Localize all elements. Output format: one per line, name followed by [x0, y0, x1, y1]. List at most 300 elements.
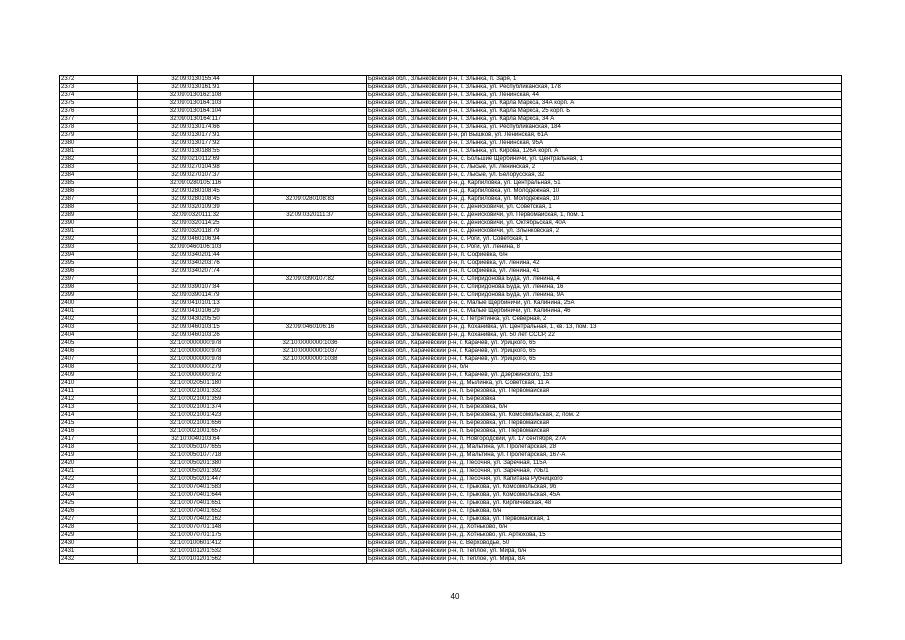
cadastral-number-cell: 32:10:0101201:562: [138, 556, 254, 564]
address-cell: Брянская обл., Карачевский р-н, д. Песочня, ул. Капитана Рубчицкого: [367, 476, 842, 484]
address-cell: Брянская обл., Карачевский р-н, д. Мальтина, ул. Пролетарская, 28: [367, 444, 842, 452]
address-cell: Брянская обл., Злынковский р-н, с. Денисковичи, ул. Первомайская, 1, пом. 1: [367, 212, 842, 220]
cadastral-number-cell: 32:10:0020501:180: [138, 380, 254, 388]
room-cadastral-number-cell: [254, 84, 367, 92]
cadastral-number-cell: 32:09:0460103:26: [138, 332, 254, 340]
table-row: [60, 76, 842, 84]
room-cadastral-number-cell: [254, 308, 367, 316]
row-number-cell: 2420: [60, 460, 138, 468]
cadastral-number-cell: 32:09:0130188:55: [138, 148, 254, 156]
cadastral-number-cell: 32:10:0050107:718: [138, 452, 254, 460]
table-row: [60, 372, 842, 380]
row-number-cell: 2410: [60, 380, 138, 388]
table-row: [60, 340, 842, 348]
row-number-cell: 2378: [60, 124, 138, 132]
cadastral-number-cell: 32:09:0390114:79: [138, 292, 254, 300]
room-cadastral-number-cell: [254, 300, 367, 308]
room-cadastral-number-cell: [254, 428, 367, 436]
table-row: [60, 444, 842, 452]
row-number-cell: 2415: [60, 420, 138, 428]
row-number-cell: 2388: [60, 204, 138, 212]
room-cadastral-number-cell: [254, 364, 367, 372]
address-cell: Брянская обл., Злынковский р-н, с. Денисковичи, ул. Советская, 1: [367, 204, 842, 212]
table-row: [60, 172, 842, 180]
room-cadastral-number-cell: [254, 76, 367, 84]
cadastral-number-cell: 32:09:0130174:66: [138, 124, 254, 132]
room-cadastral-number-cell: [254, 404, 367, 412]
address-cell: Брянская обл., Злынковский р-н, с. Петрятинка, ул. Северная, 2: [367, 316, 842, 324]
cadastral-number-cell: 32:10:0000000:978: [138, 340, 254, 348]
row-number-cell: 2425: [60, 500, 138, 508]
row-number-cell: 2399: [60, 292, 138, 300]
address-cell: Брянская обл., Карачевский р-н, г. Карачев, ул. Урицкого, 65: [367, 348, 842, 356]
room-cadastral-number-cell: [254, 220, 367, 228]
cadastral-number-cell: 32:09:0280105:116: [138, 180, 254, 188]
room-cadastral-number-cell: [254, 92, 367, 100]
row-number-cell: 2403: [60, 324, 138, 332]
room-cadastral-number-cell: [254, 100, 367, 108]
row-number-cell: 2392: [60, 236, 138, 244]
cadastral-number-cell: 32:09:0340207:74: [138, 268, 254, 276]
row-number-cell: 2397: [60, 276, 138, 284]
row-number-cell: 2400: [60, 300, 138, 308]
cadastral-number-cell: 32:10:0070401:583: [138, 484, 254, 492]
cadastral-number-cell: 32:09:0340201:44: [138, 252, 254, 260]
room-cadastral-number-cell: 32:09:0320111:37: [254, 212, 367, 220]
room-cadastral-number-cell: [254, 388, 367, 396]
address-cell: Брянская обл., Злынковский р-н, п. Софиевка, ул. Ленина, 42: [367, 260, 842, 268]
row-number-cell: 2395: [60, 260, 138, 268]
room-cadastral-number-cell: [254, 164, 367, 172]
row-number-cell: 2386: [60, 188, 138, 196]
row-number-cell: 2380: [60, 140, 138, 148]
address-cell: Брянская обл., Карачевский р-н, с. Трыкова, ул. Комсомольская, 45А: [367, 492, 842, 500]
table-row: [60, 252, 842, 260]
cadastral-number-cell: 32:10:0100601:412: [138, 540, 254, 548]
cadastral-number-cell: 32:10:0070401:652: [138, 508, 254, 516]
table-row: [60, 284, 842, 292]
cadastral-number-cell: 32:09:0270107:37: [138, 172, 254, 180]
room-cadastral-number-cell: [254, 260, 367, 268]
table-row: [60, 428, 842, 436]
room-cadastral-number-cell: [254, 516, 367, 524]
row-number-cell: 2382: [60, 156, 138, 164]
cadastral-number-cell: 32:09:0270104:98: [138, 164, 254, 172]
row-number-cell: 2428: [60, 524, 138, 532]
cadastral-number-cell: 32:09:0410101:13: [138, 300, 254, 308]
cadastral-number-cell: 32:10:0021001:332: [138, 388, 254, 396]
row-number-cell: 2396: [60, 268, 138, 276]
cadastral-number-cell: 32:09:0130161:91: [138, 84, 254, 92]
room-cadastral-number-cell: [254, 444, 367, 452]
row-number-cell: 2384: [60, 172, 138, 180]
cadastral-number-cell: 32:10:0050107:655: [138, 444, 254, 452]
room-cadastral-number-cell: [254, 156, 367, 164]
address-cell: Брянская обл., Карачевский р-н, п. Теплое, ул. Мира, 8А: [367, 556, 842, 564]
room-cadastral-number-cell: [254, 316, 367, 324]
address-cell: Брянская обл., Карачевский р-н, д. Песочня, ул. Заречная, 115А: [367, 460, 842, 468]
address-cell: Брянская обл., Злынковский р-н, с. Денисковичи, ул. Октябрьская, 40А: [367, 220, 842, 228]
row-number-cell: 2389: [60, 212, 138, 220]
page-number: 40: [450, 592, 460, 601]
cadastral-number-cell: 32:10:0101201:532: [138, 548, 254, 556]
cadastral-number-cell: 32:10:0021001:657: [138, 428, 254, 436]
address-cell: Брянская обл., Злынковский р-н, г. Злынка, ул. Ленинская, 44: [367, 92, 842, 100]
room-cadastral-number-cell: [254, 108, 367, 116]
table-row: [60, 260, 842, 268]
table-row: [60, 220, 842, 228]
address-cell: Брянская обл., Карачевский р-н, п. Теплое, ул. Мира, б/н: [367, 548, 842, 556]
table-row: [60, 308, 842, 316]
cadastral-number-cell: 32:09:0130162:108: [138, 92, 254, 100]
cadastral-number-cell: 32:09:0320111:32: [138, 212, 254, 220]
address-cell: Брянская обл., Злынковский р-н, д. Карпиловка, ул. Молодежная, 10: [367, 196, 842, 204]
cadastral-number-cell: 32:09:0320109:39: [138, 204, 254, 212]
row-number-cell: 2422: [60, 476, 138, 484]
address-cell: Брянская обл., Карачевский р-н, п. Березовка, ул. Первомайская: [367, 428, 842, 436]
room-cadastral-number-cell: [254, 372, 367, 380]
table-row: [60, 324, 842, 332]
room-cadastral-number-cell: [254, 244, 367, 252]
address-cell: Брянская обл., Злынковский р-н, г. Злынка, ул. Карла Маркса, 34А корп. А: [367, 100, 842, 108]
cadastral-number-cell: 32:10:0000000:978: [138, 356, 254, 364]
table-row: [60, 124, 842, 132]
room-cadastral-number-cell: [254, 204, 367, 212]
table-row: [60, 196, 842, 204]
room-cadastral-number-cell: [254, 500, 367, 508]
room-cadastral-number-cell: [254, 380, 367, 388]
table-row: [60, 92, 842, 100]
row-number-cell: 2391: [60, 228, 138, 236]
room-cadastral-number-cell: [254, 188, 367, 196]
table-row: [60, 476, 842, 484]
cadastral-number-cell: 32:09:0430205:50: [138, 316, 254, 324]
address-cell: Брянская обл., Карачевский р-н, д. Хотньково, б/н: [367, 524, 842, 532]
cadastral-number-cell: 32:10:0070401:651: [138, 500, 254, 508]
row-number-cell: 2413: [60, 404, 138, 412]
address-cell: Брянская обл., Злынковский р-н, с. Денисковичи, ул. Злынковская, 2: [367, 228, 842, 236]
address-cell: Брянская обл., Карачевский р-н, б/н: [367, 364, 842, 372]
room-cadastral-number-cell: [254, 452, 367, 460]
table-row: [60, 300, 842, 308]
table-row: [60, 244, 842, 252]
room-cadastral-number-cell: [254, 508, 367, 516]
row-number-cell: 2418: [60, 444, 138, 452]
cadastral-number-cell: 32:09:0460106:103: [138, 244, 254, 252]
room-cadastral-number-cell: 32:09:0280108:83: [254, 196, 367, 204]
address-cell: Брянская обл., Карачевский р-н, п. Новгородский, ул. 17 сентября, 27А: [367, 436, 842, 444]
cadastral-number-cell: 32:10:0000000:978: [138, 348, 254, 356]
room-cadastral-number-cell: [254, 132, 367, 140]
table-row: [60, 268, 842, 276]
address-cell: Брянская обл., Злынковский р-н, п. Софиевка, ул. Ленина, 41: [367, 268, 842, 276]
cadastral-number-cell: 32:10:0021001:374: [138, 404, 254, 412]
row-number-cell: 2431: [60, 548, 138, 556]
table-row: [60, 204, 842, 212]
table-row: [60, 156, 842, 164]
table-row: [60, 236, 842, 244]
table-row: [60, 452, 842, 460]
table-row: [60, 116, 842, 124]
address-cell: Брянская обл., Злынковский р-н, д. Коханивка, ул. 50 лет СССР, 22: [367, 332, 842, 340]
room-cadastral-number-cell: [254, 116, 367, 124]
address-cell: Брянская обл., Злынковский р-н, с. Лысые, ул. Ленинская, 2: [367, 164, 842, 172]
row-number-cell: 2404: [60, 332, 138, 340]
row-number-cell: 2430: [60, 540, 138, 548]
table-row: [60, 404, 842, 412]
cadastral-number-cell: 32:09:0130164:103: [138, 100, 254, 108]
room-cadastral-number-cell: 32:10:0000000:1036: [254, 340, 367, 348]
address-cell: Брянская обл., Карачевский р-н, п. Березовка, ул. Первомайская: [367, 388, 842, 396]
address-cell: Брянская обл., Злынковский р-н, с. Спиридонова Буда, ул. Ленина, 4: [367, 276, 842, 284]
table-row: [60, 468, 842, 476]
table-row: [60, 380, 842, 388]
address-cell: Брянская обл., Злынковский р-н, рп Вышков, ул. Ленинская, 61А: [367, 132, 842, 140]
row-number-cell: 2375: [60, 100, 138, 108]
cadastral-number-cell: 32:09:0460106:94: [138, 236, 254, 244]
cadastral-number-cell: 32:09:0340203:76: [138, 260, 254, 268]
table-row: [60, 508, 842, 516]
row-number-cell: 2377: [60, 116, 138, 124]
row-number-cell: 2372: [60, 76, 138, 84]
table-row: [60, 188, 842, 196]
row-number-cell: 2374: [60, 92, 138, 100]
cadastral-number-cell: 32:10:0050201:392: [138, 468, 254, 476]
row-number-cell: 2419: [60, 452, 138, 460]
cadastral-number-cell: 32:09:0130177:91: [138, 132, 254, 140]
registry-table: [59, 75, 842, 564]
cadastral-number-cell: [138, 276, 254, 284]
address-cell: Брянская обл., Карачевский р-н, с. Трыкова, ул. Комсомольская, 9б: [367, 484, 842, 492]
registry-table-body: [60, 76, 842, 564]
room-cadastral-number-cell: [254, 268, 367, 276]
address-cell: Брянская обл., Карачевский р-н, п. Березовка: [367, 396, 842, 404]
table-row: [60, 276, 842, 284]
room-cadastral-number-cell: [254, 460, 367, 468]
table-row: [60, 348, 842, 356]
room-cadastral-number-cell: [254, 556, 367, 564]
cadastral-number-cell: 32:10:0021001:359: [138, 396, 254, 404]
address-cell: Брянская обл., Злынковский р-н, д. Карпиловка, ул. Центральная, 51: [367, 180, 842, 188]
room-cadastral-number-cell: [254, 292, 367, 300]
row-number-cell: 2394: [60, 252, 138, 260]
room-cadastral-number-cell: [254, 476, 367, 484]
row-number-cell: 2402: [60, 316, 138, 324]
address-cell: Брянская обл., Злынковский р-н, г. Злынка, ул. Карла Маркса, 34 А: [367, 116, 842, 124]
cadastral-number-cell: 32:10:0000000:279: [138, 364, 254, 372]
row-number-cell: 2401: [60, 308, 138, 316]
row-number-cell: 2390: [60, 220, 138, 228]
room-cadastral-number-cell: [254, 540, 367, 548]
table-row: [60, 140, 842, 148]
room-cadastral-number-cell: [254, 396, 367, 404]
table-row: [60, 228, 842, 236]
row-number-cell: 2383: [60, 164, 138, 172]
address-cell: Брянская обл., Злынковский р-н, с. Большие Щербиничи, ул. Центральная, 1: [367, 156, 842, 164]
address-cell: Брянская обл., Карачевский р-н, с. Трыкова, ул. Кирпичевская, 48: [367, 500, 842, 508]
row-number-cell: 2387: [60, 196, 138, 204]
room-cadastral-number-cell: [254, 492, 367, 500]
cadastral-number-cell: 32:09:0320118:79: [138, 228, 254, 236]
cadastral-number-cell: 32:09:0130164:104: [138, 108, 254, 116]
room-cadastral-number-cell: [254, 236, 367, 244]
table-row: [60, 364, 842, 372]
address-cell: Брянская обл., Карачевский р-н, г. Карачев, ул. Урицкого, 65: [367, 356, 842, 364]
address-cell: Брянская обл., Злынковский р-н, д. Карпиловка, ул. Молодежная, 10: [367, 188, 842, 196]
table-row: [60, 500, 842, 508]
table-row: [60, 132, 842, 140]
row-number-cell: 2429: [60, 532, 138, 540]
row-number-cell: 2376: [60, 108, 138, 116]
table-row: [60, 292, 842, 300]
room-cadastral-number-cell: 32:10:0000000:1037: [254, 348, 367, 356]
row-number-cell: 2405: [60, 340, 138, 348]
row-number-cell: 2416: [60, 428, 138, 436]
room-cadastral-number-cell: [254, 180, 367, 188]
cadastral-number-cell: 32:09:0280108:45: [138, 196, 254, 204]
room-cadastral-number-cell: 32:09:0390107:82: [254, 276, 367, 284]
cadastral-number-cell: 32:09:0460103:15: [138, 324, 254, 332]
cadastral-number-cell: 32:10:0050201:447: [138, 476, 254, 484]
cadastral-number-cell: 32:09:0410106:29: [138, 308, 254, 316]
row-number-cell: 2427: [60, 516, 138, 524]
cadastral-number-cell: 32:09:0130177:92: [138, 140, 254, 148]
cadastral-number-cell: 32:09:0130155:44: [138, 76, 254, 84]
row-number-cell: 2373: [60, 84, 138, 92]
table-row: [60, 492, 842, 500]
table-row: [60, 148, 842, 156]
address-cell: Брянская обл., Злынковский р-н, г. Злынка, ул. Республиканская, 184: [367, 124, 842, 132]
address-cell: Брянская обл., Злынковский р-н, г. Злынка, ул. Кирова, 126А корп. А: [367, 148, 842, 156]
cadastral-number-cell: 32:09:0280108:45: [138, 188, 254, 196]
row-number-cell: 2412: [60, 396, 138, 404]
row-number-cell: 2381: [60, 148, 138, 156]
row-number-cell: 2423: [60, 484, 138, 492]
address-cell: Брянская обл., Злынковский р-н, с. Малые Щербиничи, ул. Калинина, 46: [367, 308, 842, 316]
table-row: [60, 396, 842, 404]
cadastral-number-cell: 32:09:0320114:25: [138, 220, 254, 228]
address-cell: Брянская обл., Карачевский р-н, п. Березовка, ул. Комсомольская, 2, пом. 2: [367, 412, 842, 420]
row-number-cell: 2417: [60, 436, 138, 444]
table-row: [60, 540, 842, 548]
row-number-cell: 2393: [60, 244, 138, 252]
room-cadastral-number-cell: 32:10:0000000:1038: [254, 356, 367, 364]
cadastral-number-cell: 32:10:0070401:644: [138, 492, 254, 500]
row-number-cell: 2426: [60, 508, 138, 516]
table-row: [60, 356, 842, 364]
address-cell: Брянская обл., Карачевский р-н, п. Березовка, ул. Первомайская: [367, 420, 842, 428]
address-cell: Брянская обл., Карачевский р-н, д. Мылинка, ул. Советская, 11 А: [367, 380, 842, 388]
address-cell: Брянская обл., Злынковский р-н, г. Злынка, ул. Ленинская, 95А: [367, 140, 842, 148]
table-row: [60, 436, 842, 444]
room-cadastral-number-cell: [254, 420, 367, 428]
row-number-cell: 2408: [60, 364, 138, 372]
room-cadastral-number-cell: 32:09:0460106:16: [254, 324, 367, 332]
address-cell: Брянская обл., Злынковский р-н, с. Роги, ул. Ленина, 8: [367, 244, 842, 252]
table-row: [60, 420, 842, 428]
cadastral-number-cell: 32:10:0050201:380: [138, 460, 254, 468]
room-cadastral-number-cell: [254, 468, 367, 476]
table-row: [60, 516, 842, 524]
table-row: [60, 100, 842, 108]
table-row: [60, 412, 842, 420]
row-number-cell: 2398: [60, 284, 138, 292]
table-row: [60, 316, 842, 324]
row-number-cell: 2411: [60, 388, 138, 396]
address-cell: Брянская обл., Карачевский р-н, д. Песочня, ул. Заречная, 70Б/1: [367, 468, 842, 476]
room-cadastral-number-cell: [254, 140, 367, 148]
row-number-cell: 2407: [60, 356, 138, 364]
cadastral-number-cell: 32:10:0021001:423: [138, 412, 254, 420]
address-cell: Брянская обл., Карачевский р-н, с. Трыкова, б/н: [367, 508, 842, 516]
row-number-cell: 2414: [60, 412, 138, 420]
address-cell: Брянская обл., Карачевский р-н, п. Березовка, б/н: [367, 404, 842, 412]
cadastral-number-cell: 32:09:0390107:84: [138, 284, 254, 292]
room-cadastral-number-cell: [254, 124, 367, 132]
room-cadastral-number-cell: [254, 532, 367, 540]
cadastral-number-cell: 32:09:0210112:69: [138, 156, 254, 164]
room-cadastral-number-cell: [254, 484, 367, 492]
table-row: [60, 164, 842, 172]
room-cadastral-number-cell: [254, 436, 367, 444]
row-number-cell: 2424: [60, 492, 138, 500]
address-cell: Брянская обл., Карачевский р-н, с. Трыкова, ул. Первомайская, 1: [367, 516, 842, 524]
room-cadastral-number-cell: [254, 228, 367, 236]
address-cell: Брянская обл., Карачевский р-н, г. Карачев, ул. Дзержинского, 153: [367, 372, 842, 380]
cadastral-number-cell: 32:10:0021001:656: [138, 420, 254, 428]
cadastral-number-cell: 32:09:0130164:117: [138, 116, 254, 124]
table-row: [60, 180, 842, 188]
cadastral-number-cell: 32:10:0070701:175: [138, 532, 254, 540]
address-cell: Брянская обл., Злынковский р-н, п. Софиевка, б/н: [367, 252, 842, 260]
room-cadastral-number-cell: [254, 332, 367, 340]
address-cell: Брянская обл., Злынковский р-н, г. Злынка, ул. Республиканская, 178: [367, 84, 842, 92]
row-number-cell: 2406: [60, 348, 138, 356]
row-number-cell: 2379: [60, 132, 138, 140]
row-number-cell: 2385: [60, 180, 138, 188]
table-row: [60, 484, 842, 492]
cadastral-number-cell: 32:10:0040103:64: [138, 436, 254, 444]
address-cell: Брянская обл., Злынковский р-н, г. Злынка, п. Заря, 1: [367, 76, 842, 84]
table-row: [60, 84, 842, 92]
address-cell: Брянская обл., Злынковский р-н, с. Роги, ул. Советская, 1: [367, 236, 842, 244]
address-cell: Брянская обл., Карачевский р-н, с. Верховодье, 50: [367, 540, 842, 548]
table-row: [60, 108, 842, 116]
row-number-cell: 2409: [60, 372, 138, 380]
table-row: [60, 548, 842, 556]
address-cell: Брянская обл., Карачевский р-н, г. Карачев, ул. Урицкого, 65: [367, 340, 842, 348]
room-cadastral-number-cell: [254, 172, 367, 180]
cadastral-number-cell: 32:10:0000000:972: [138, 372, 254, 380]
room-cadastral-number-cell: [254, 252, 367, 260]
address-cell: Брянская обл., Злынковский р-н, г. Злынка, ул. Карла Маркса, 25 корп. Б: [367, 108, 842, 116]
address-cell: Брянская обл., Карачевский р-н, д. Мальтина, ул. Пролетарская, 167-А: [367, 452, 842, 460]
table-row: [60, 332, 842, 340]
address-cell: Брянская обл., Карачевский р-н, д. Хотньково, ул. Артюхова, 15: [367, 532, 842, 540]
cadastral-number-cell: 32:10:0070402:162: [138, 516, 254, 524]
table-row: [60, 524, 842, 532]
table-row: [60, 460, 842, 468]
address-cell: Брянская обл., Злынковский р-н, с. Спиридонова Буда, ул. Ленина, 16: [367, 284, 842, 292]
table-row: [60, 388, 842, 396]
row-number-cell: 2432: [60, 556, 138, 564]
room-cadastral-number-cell: [254, 524, 367, 532]
table-row: [60, 532, 842, 540]
row-number-cell: 2421: [60, 468, 138, 476]
room-cadastral-number-cell: [254, 548, 367, 556]
room-cadastral-number-cell: [254, 412, 367, 420]
room-cadastral-number-cell: [254, 148, 367, 156]
